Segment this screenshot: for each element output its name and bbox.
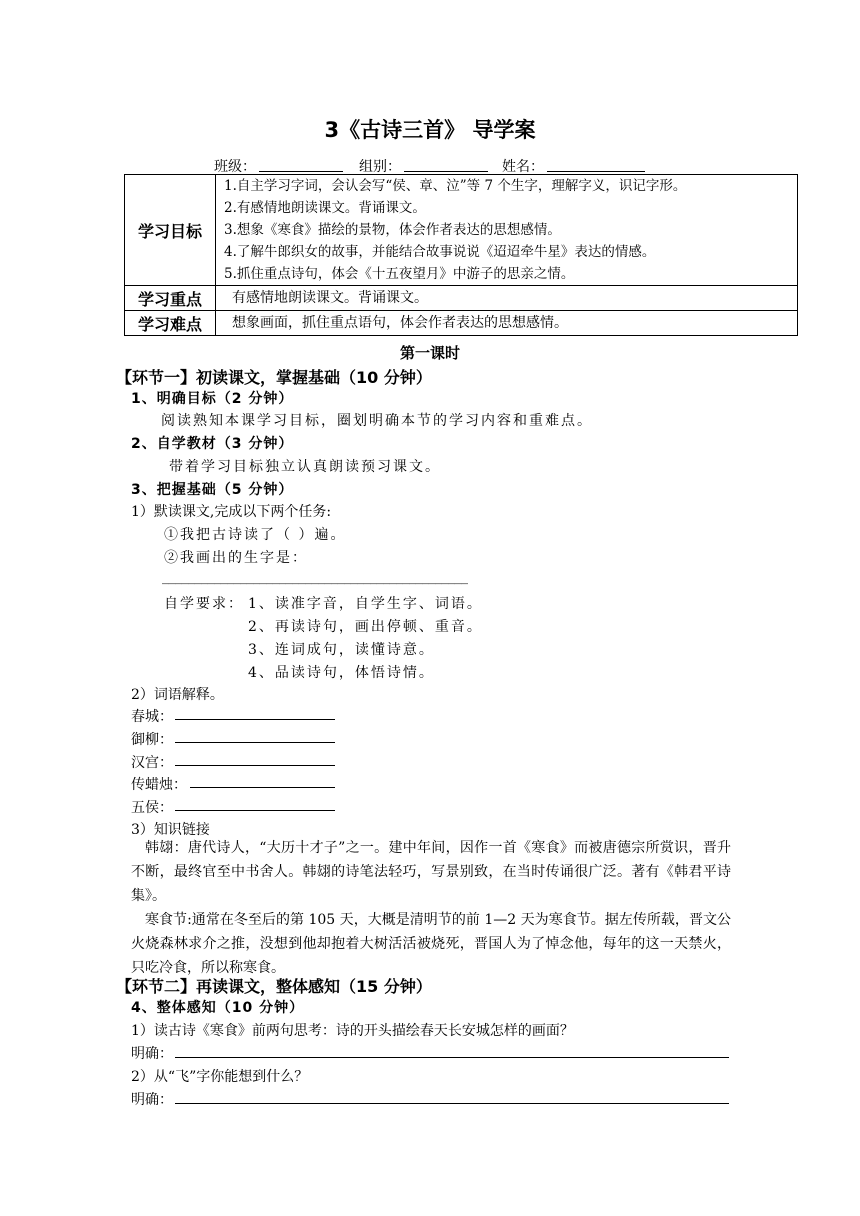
group-label: 组别： <box>359 159 401 175</box>
question-1: 1）读古诗《寒食》前两句思考：诗的开头描绘春天长安城怎样的画面？ <box>131 1023 574 1039</box>
step1-title: 1、明确目标（2 分钟） <box>131 391 294 407</box>
section2-title: 【环节二】再读课文，整体感知（15 分钟） <box>116 977 432 996</box>
requirements-label: 自学要求： <box>164 596 244 612</box>
word-blank <box>175 705 335 720</box>
words-intro: 2）词语解释。 <box>131 687 224 703</box>
goals-cell <box>216 175 798 286</box>
key-cell <box>216 286 798 311</box>
word-term: 御柳： <box>131 732 173 748</box>
task-intro: 1）默读课文,完成以下两个任务: <box>131 504 332 520</box>
answer-line-2 <box>175 1103 729 1104</box>
knowledge-paragraph-hanhong: 韩翃：唐代诗人，“大历十才子”之一。建中年间，因作一首《寒食》而被唐德宗所赏识，晋升不断，最终官至中书舍人。韩翃的诗笔法轻巧，写景别致，在当时传诵很广泛。著有《韩君平诗集》。 <box>131 840 731 904</box>
goal-item: 3.想象《寒食》描绘的景物，体会作者表达的思想感情。 <box>224 222 561 238</box>
knowledge-paragraph-hanshi: 寒食节:通常在冬至后的第 105 天，大概是清明节的前 1—2 天为寒食节。据左传所载，晋文公火烧森林求介之推，没想到他却抱着大树活活被烧死，晋国人为了悼念他，每年的这一天禁火，只吃冷食，所以称寒食。 <box>131 912 731 976</box>
goal-item: 5.抓住重点诗句，体会《十五夜望月》中游子的思亲之情。 <box>224 266 575 282</box>
word-term: 传蜡烛： <box>131 777 187 793</box>
word-term: 春城： <box>131 709 173 725</box>
key-text: 有感情地朗读课文。背诵课文。 <box>232 290 428 306</box>
word-blank <box>190 773 335 788</box>
answer-line-1 <box>175 1057 729 1058</box>
requirement-item: 4、品读诗句，体悟诗情。 <box>248 665 435 681</box>
class-blank <box>259 157 343 172</box>
key-head: 学习重点 <box>125 286 216 311</box>
step1-text: 阅读熟知本课学习目标，圈划明确本节的学习内容和重难点。 <box>161 413 593 429</box>
word-blank <box>175 796 335 811</box>
page-title: 3《古诗三首》 导学案 <box>324 118 536 142</box>
task-answer-line: _______________________________________________ <box>162 569 468 585</box>
group-blank <box>404 157 488 172</box>
step3-title: 3、把握基础（5 分钟） <box>131 482 294 498</box>
goals-row <box>125 175 798 286</box>
goal-item: 2.有感情地朗读课文。背诵课文。 <box>224 200 426 216</box>
requirement-item: 1、读准字音，自学生字、词语。 <box>248 596 483 612</box>
goal-item: 4.了解牛郎织女的故事，并能结合故事说说《迢迢牵牛星》表达的情感。 <box>224 244 656 260</box>
goal-item: 1.自主学习字词，会认会写“侯、章、泣”等 7 个生字，理解字义，识记字形。 <box>224 178 687 194</box>
goals-head: 学习目标 <box>125 175 216 286</box>
requirement-item: 3、连词成句，读懂诗意。 <box>248 642 435 658</box>
word-term: 五侯： <box>131 800 173 816</box>
question-2: 2）从“飞”字你能想到什么？ <box>131 1069 309 1085</box>
answer-label-1: 明确： <box>131 1046 173 1062</box>
step4-title: 4、整体感知（10 分钟） <box>131 1000 305 1016</box>
answer-label-2: 明确： <box>131 1092 173 1108</box>
step2-text: 带着学习目标独立认真朗读预习课文。 <box>169 459 441 475</box>
step2-title: 2、自学教材（3 分钟） <box>131 436 294 452</box>
word-blank <box>175 728 335 743</box>
word-blank <box>175 751 335 766</box>
objectives-table <box>124 174 798 336</box>
name-label: 姓名： <box>502 159 544 175</box>
difficulty-cell <box>216 311 798 336</box>
lesson-title: 第一课时 <box>399 344 460 362</box>
name-blank <box>547 157 645 172</box>
class-label: 班级： <box>214 159 256 175</box>
task-2: ②我画出的生字是： <box>164 550 308 566</box>
word-term: 汉宫： <box>131 755 173 771</box>
section1-title: 【环节一】初读课文，掌握基础（10 分钟） <box>116 368 432 387</box>
knowledge-link-title: 3）知识链接 <box>131 822 210 838</box>
requirement-item: 2、再读诗句，画出停顿、重音。 <box>248 619 483 635</box>
task-1: ①我把古诗读了（ ）遍。 <box>164 527 347 543</box>
key-row <box>125 286 798 311</box>
difficulty-row <box>125 311 798 336</box>
difficulty-head: 学习难点 <box>125 311 216 336</box>
difficulty-text: 想象画面，抓住重点语句，体会作者表达的思想感情。 <box>232 315 568 331</box>
